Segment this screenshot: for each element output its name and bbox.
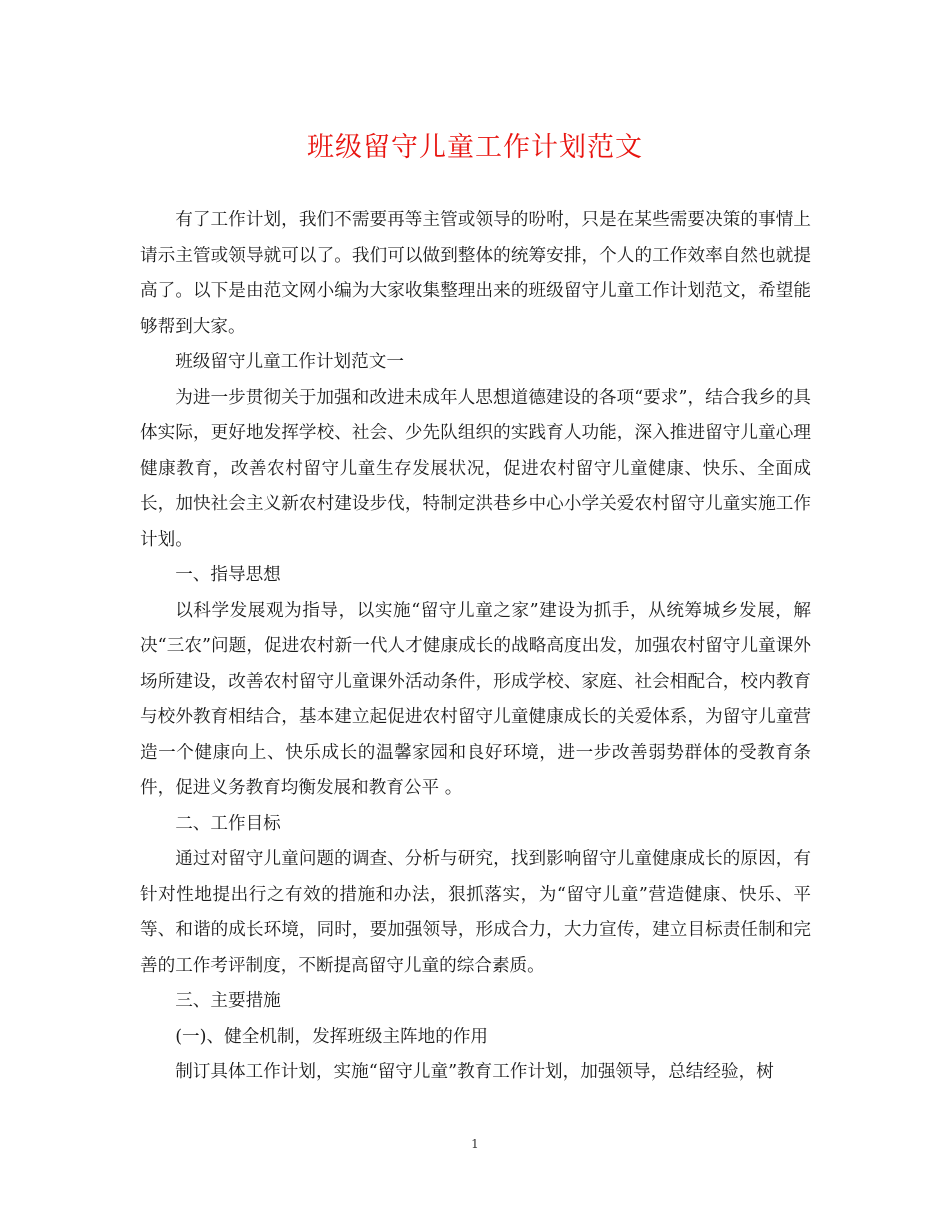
intro-paragraph: 有了工作计划，我们不需要再等主管或领导的吩咐，只是在某些需要决策的事情上请示主管或领导就可以了。我们可以做到整体的统筹安排，个人的工作效率自然也就提高了。以下是由范文网小编为大家收集整理出来的班级留守儿童工作计划范文，希望能够帮到大家。	[140, 210, 811, 337]
section-heading-main-measures: 三、主要措施	[175, 991, 281, 1011]
guiding-ideology-paragraph: 以科学发展观为指导，以实施“留守儿童之家”建设为抓手，从统筹城乡发展，解决“三农”问题，促进农村新一代人才健康成长的战略高度出发，加强农村留守儿童课外场所建设，改善农村留守儿童课外活动条件，形成学校、家庭、社会相配合，校内教育与校外教育相结合，基本建立起促进农村留守儿童健康成长的关爱体系，为留守儿童营造一个健康向上、快乐成长的温馨家园和良好环境，进一步改善弱势群体的受教育条件，促进义务教育均衡发展和教育公平 。	[140, 600, 811, 798]
work-goals-paragraph: 通过对留守儿童问题的调查、分析与研究，找到影响留守儿童健康成长的原因，有针对性地提出行之有效的措施和办法，狠抓落实，为“留守儿童”营造健康、快乐、平等、和谐的成长环境，同时，要加强领导，形成合力，大力宣传，建立目标责任制和完善的工作考评制度，不断提高留守儿童的综合素质。	[140, 849, 811, 976]
document-body	[140, 203, 811, 1091]
mechanism-paragraph: 制订具体工作计划，实施“留守儿童”教育工作计划，加强领导，总结经验，树	[175, 1062, 774, 1082]
page-number: 1	[471, 1137, 479, 1151]
purpose-paragraph: 为进一步贯彻关于加强和改进未成年人思想道德建设的各项“要求”，结合我乡的具体实际，更好地发挥学校、社会、少先队组织的实践育人功能，深入推进留守儿童心理健康教育，改善农村留守儿童生存发展状况，促进农村留守儿童健康、快乐、全面成长，加快社会主义新农村建设步伐，特制定洪巷乡中心小学关爱农村留守儿童实施工作计划。	[140, 387, 811, 550]
document-title: 班级留守儿童工作计划范文	[307, 132, 643, 163]
section-heading-guiding-ideology: 一、指导思想	[175, 565, 281, 585]
section-heading-work-goals: 二、工作目标	[175, 813, 281, 834]
sample-heading: 班级留守儿童工作计划范文一	[175, 352, 404, 372]
subsection-heading-mechanism: (一)、健全机制，发挥班级主阵地的作用	[175, 1026, 489, 1047]
